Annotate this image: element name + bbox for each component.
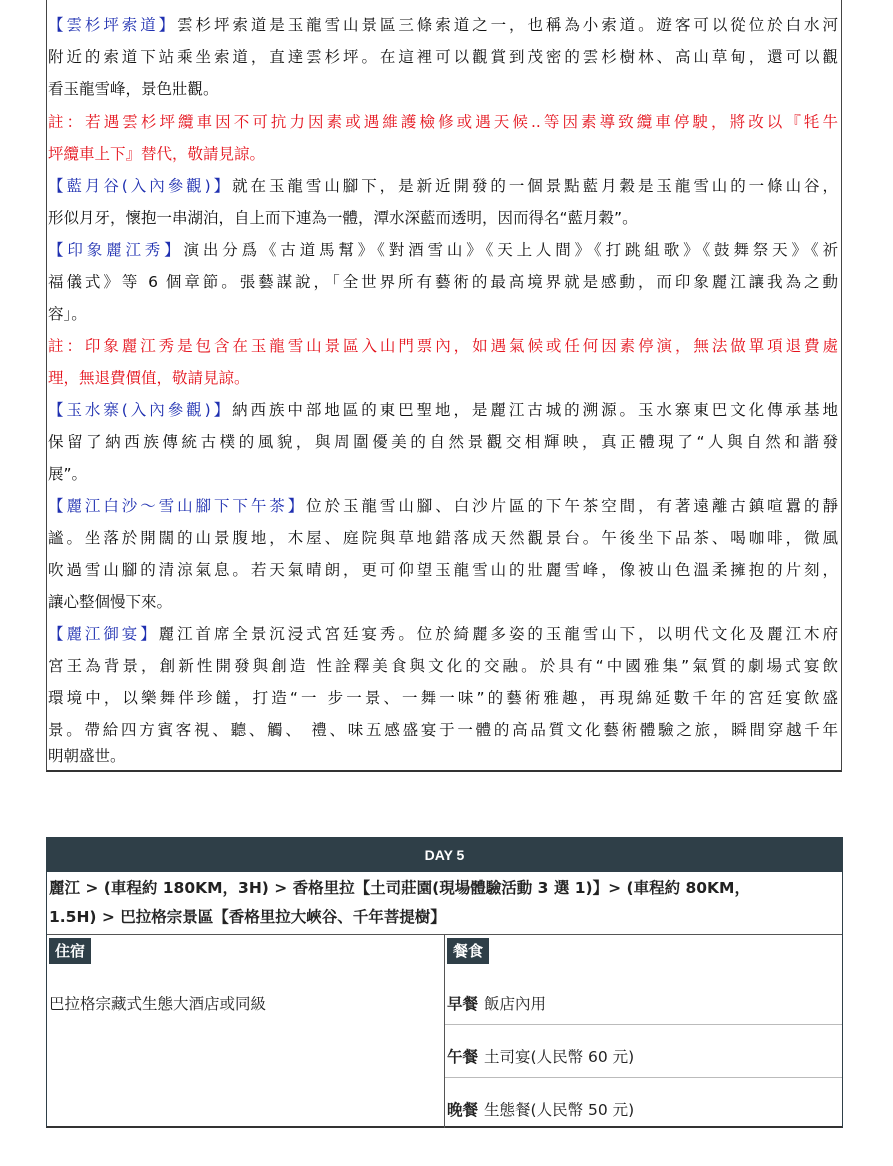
yunshanping-line-3: 看玉龍雪峰，景色壯觀。 [48,80,219,98]
meal-divider-2 [445,1077,842,1078]
impression-line-2: 福儀式》等 6 個章節。張藝謀說，「全世界所有藝術的最高境界就是感動，而印象麗江讓我為之動 [48,273,838,291]
baisha-line-4: 讓心整個慢下來。 [48,593,173,611]
column-divider [444,935,445,1128]
day5-header: DAY 5 [47,838,842,872]
lodging-label: 住宿 [49,938,91,964]
impression-line-1 [48,235,838,266]
impression-line-3: 容」。 [48,305,87,323]
meal-divider-1 [445,1024,842,1025]
baisha-line-2: 謐。坐落於開闊的山景腹地，木屋、庭院與草地錯落成天然觀景台。午後坐下品茶、喝咖啡，微風 [48,529,838,547]
yunshanping-note-2: 坪纜車上下』替代，敬請見諒。 [48,145,266,163]
dinner-label: 晚餐 [447,1101,479,1119]
yunshanping-title: 【雲杉坪索道】 [48,16,178,34]
impression-note-1: 註：印象麗江秀是包含在玉龍雪山景區入山門票內，如遇氣候或任何因素停演，無法做單項退費處 [48,337,838,355]
breakfast-row [447,992,546,1016]
lanyuegu-text-1: 就在玉龍雪山腳下，是新近開發的一個景點藍月穀是玉龍雪山的一條山谷， [232,177,838,195]
lunch-row [447,1045,634,1069]
yuyan-text-1: 麗江首席全景沉浸式宮廷宴秀。位於綺麗多姿的玉龍雪山下，以明代文化及麗江木府 [158,625,838,643]
meals-label: 餐食 [447,938,489,964]
baisha-text-1: 位於玉龍雪山腳、白沙片區的下午茶空間，有著遠離古鎮喧囂的靜 [306,497,838,515]
yushuizhai-text-1: 納西族中部地區的東巴聖地，是麗江古城的溯源。玉水寨東巴文化傳承基地 [232,401,838,419]
impression-text-1: 演出分爲《古道馬幫》《對酒雪山》《天上人間》《打跳組歌》《鼓舞祭天》《祈 [183,241,838,259]
impression-note-2: 理，無退費價值，敬請見諒。 [48,369,250,387]
baisha-line-3: 吹過雪山腳的清涼氣息。若天氣晴朗，更可仰望玉龍雪山的壯麗雪峰，像被山色溫柔擁抱的片刻， [48,561,838,579]
yuyan-title: 【麗江御宴】 [48,625,159,643]
dinner-value: 生態餐(人民幣 50 元) [484,1101,635,1119]
baisha-title: 【麗江白沙～雪山腳下下午茶】 [48,497,307,515]
yuyan-line-1 [48,619,838,650]
yunshanping-line-2: 附近的索道下站乘坐索道，直達雲杉坪。在這裡可以觀賞到茂密的雲杉樹林、高山草甸，還可以觀 [48,48,838,66]
yuyan-line-5: 明朝盛世。 [48,747,126,765]
breakfast-value: 飯店內用 [484,995,547,1013]
yushuizhai-line-3: 展”。 [48,465,88,483]
yuyan-line-2: 宮王為背景，創新性開發與創造 性詮釋美食與文化的交融。於具有“中國雅集”氣質的劇場式宴飲 [48,657,838,675]
lanyuegu-line-1 [48,171,838,202]
yuyan-line-3: 環境中，以樂舞伴珍饈，打造“一 步一景、一舞一味”的藝術雅趣，再現綿延數千年的宮廷宴飲盛 [48,689,838,707]
lunch-value: 土司宴(人民幣 60 元) [484,1048,635,1066]
day5-table [46,837,843,1128]
breakfast-label: 早餐 [447,995,479,1013]
yunshanping-note-1: 註：若遇雲杉坪纜車因不可抗力因素或遇維護檢修或遇天候..等因素導致纜車停駛，將改以『牦牛 [48,113,838,131]
yushuizhai-title: 【玉水寨(入內參觀)】 [48,401,233,419]
dinner-row [447,1098,634,1122]
yunshanping-text-1: 雲杉坪索道是玉龍雪山景區三條索道之一，也稱為小索道。遊客可以從位於白水河 [177,16,838,34]
impression-title: 【印象麗江秀】 [48,241,184,259]
lunch-label: 午餐 [447,1048,479,1066]
day5-route-line-2: 1.5H) > 巴拉格宗景區【香格里拉大峽谷、千年菩提樹】 [49,908,446,926]
yunshanping-line-1 [48,10,838,41]
day5-route-line-1: 麗江 > (車程約 180KM，3H) > 香格里拉【土司莊園(現場體驗活動 3 選 1)】> (車程約 80KM， [49,879,750,897]
lodging-value: 巴拉格宗藏式生態大酒店或同級 [49,995,267,1013]
yushuizhai-line-1 [48,395,838,426]
yushuizhai-line-2: 保留了納西族傳統古樸的風貌，與周圍優美的自然景觀交相輝映，真正體現了“人與自然和諧發 [48,433,838,451]
lanyuegu-title: 【藍月谷(入內參觀)】 [48,177,233,195]
yuyan-line-4: 景。帶給四方賓客視、聽、觸、 禮、味五感盛宴于一體的高品質文化藝術體驗之旅，瞬間穿越千年 [48,721,838,739]
lanyuegu-line-2: 形似月牙，懷抱一串湖泊，自上而下連為一體，潭水深藍而透明，因而得名“藍月穀”。 [48,209,638,227]
baisha-line-1 [48,491,838,522]
